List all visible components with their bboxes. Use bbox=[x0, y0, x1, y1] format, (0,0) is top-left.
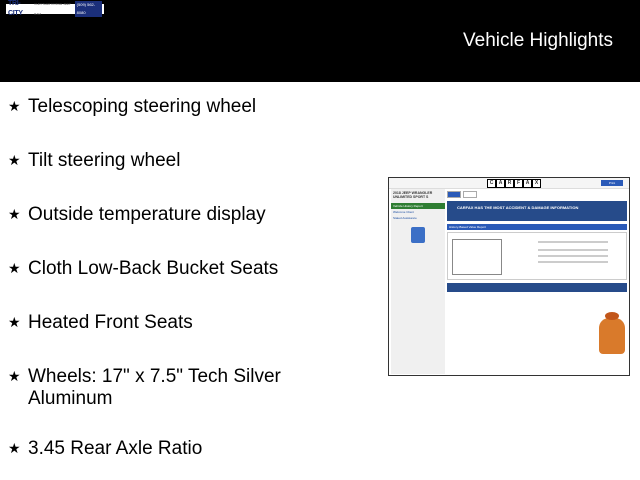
star-icon: ★ bbox=[8, 260, 21, 276]
carfax-tabs bbox=[447, 191, 627, 198]
star-icon: ★ bbox=[8, 368, 21, 384]
carfax-nav-link: Welcome Client bbox=[393, 210, 414, 214]
logo-tagline: CHRYSLER DODGE JEEP RAM bbox=[34, 2, 71, 16]
carfax-placeholder bbox=[452, 239, 502, 275]
carfax-section-bar: History-Based Value Report bbox=[447, 224, 627, 230]
star-icon: ★ bbox=[8, 98, 21, 114]
star-icon: ★ bbox=[8, 314, 21, 330]
feature-label: 3.45 Rear Axle Ratio bbox=[28, 438, 203, 459]
logo-phone: (509) 562-8080 bbox=[75, 1, 102, 17]
carfax-logo-letter: A bbox=[523, 179, 532, 188]
carfax-sidebar bbox=[391, 189, 445, 374]
carfax-top-bar bbox=[389, 178, 629, 189]
carfax-line bbox=[538, 249, 608, 251]
carfax-logo-letter: X bbox=[532, 179, 541, 188]
feature-item bbox=[8, 366, 298, 410]
carfax-nav-active: Vehicle History Report bbox=[391, 203, 445, 209]
feature-item bbox=[8, 96, 298, 118]
carfax-logo-letter: C bbox=[487, 179, 496, 188]
feature-label: Cloth Low-Back Bucket Seats bbox=[28, 258, 279, 279]
carfax-line bbox=[538, 255, 608, 257]
feature-label: Heated Front Seats bbox=[28, 312, 193, 333]
carfax-tab bbox=[447, 191, 461, 198]
carfax-badge-icon bbox=[411, 227, 425, 243]
carfax-line bbox=[538, 261, 608, 263]
logo-brand: TRI-CITY bbox=[8, 0, 23, 17]
carfax-logo-letter: R bbox=[505, 179, 514, 188]
page-title: Vehicle Highlights bbox=[463, 30, 613, 51]
feature-item bbox=[8, 204, 298, 226]
carfax-vehicle-title: 2018 JEEP WRANGLER UNLIMITED SPORT S bbox=[393, 191, 433, 199]
carfax-nav-link: Stated Assistance bbox=[393, 216, 417, 220]
feature-item bbox=[8, 312, 298, 334]
dealer-logo[interactable] bbox=[6, 0, 104, 17]
carfax-main bbox=[447, 189, 627, 374]
carfax-history-box bbox=[447, 232, 627, 280]
feature-label: Telescoping steering wheel bbox=[28, 96, 257, 117]
feature-item bbox=[8, 438, 298, 460]
star-icon: ★ bbox=[8, 206, 21, 222]
star-icon: ★ bbox=[8, 152, 21, 168]
star-icon: ★ bbox=[8, 440, 21, 456]
carfax-logo bbox=[487, 179, 541, 188]
carfax-banner: CARFAX HAS THE MOST ACCIDENT & DAMAGE INFORMATION bbox=[447, 201, 627, 221]
feature-label: Tilt steering wheel bbox=[28, 150, 181, 171]
feature-label: Outside temperature display bbox=[28, 204, 266, 225]
feature-item bbox=[8, 150, 298, 172]
carfax-line bbox=[538, 241, 608, 243]
carfax-logo-letter: A bbox=[496, 179, 505, 188]
carfax-report-image[interactable] bbox=[388, 177, 630, 376]
carfax-report-bar bbox=[447, 283, 627, 292]
feature-item bbox=[8, 258, 298, 280]
carfax-tab bbox=[463, 191, 477, 198]
carfax-print-button: Print bbox=[601, 180, 623, 186]
carfax-logo-letter: F bbox=[514, 179, 523, 188]
header-bar bbox=[0, 0, 640, 82]
feature-label: Wheels: 17" x 7.5" Tech Silver Aluminum bbox=[28, 366, 281, 409]
carfax-fox-mascot-icon bbox=[599, 318, 625, 354]
